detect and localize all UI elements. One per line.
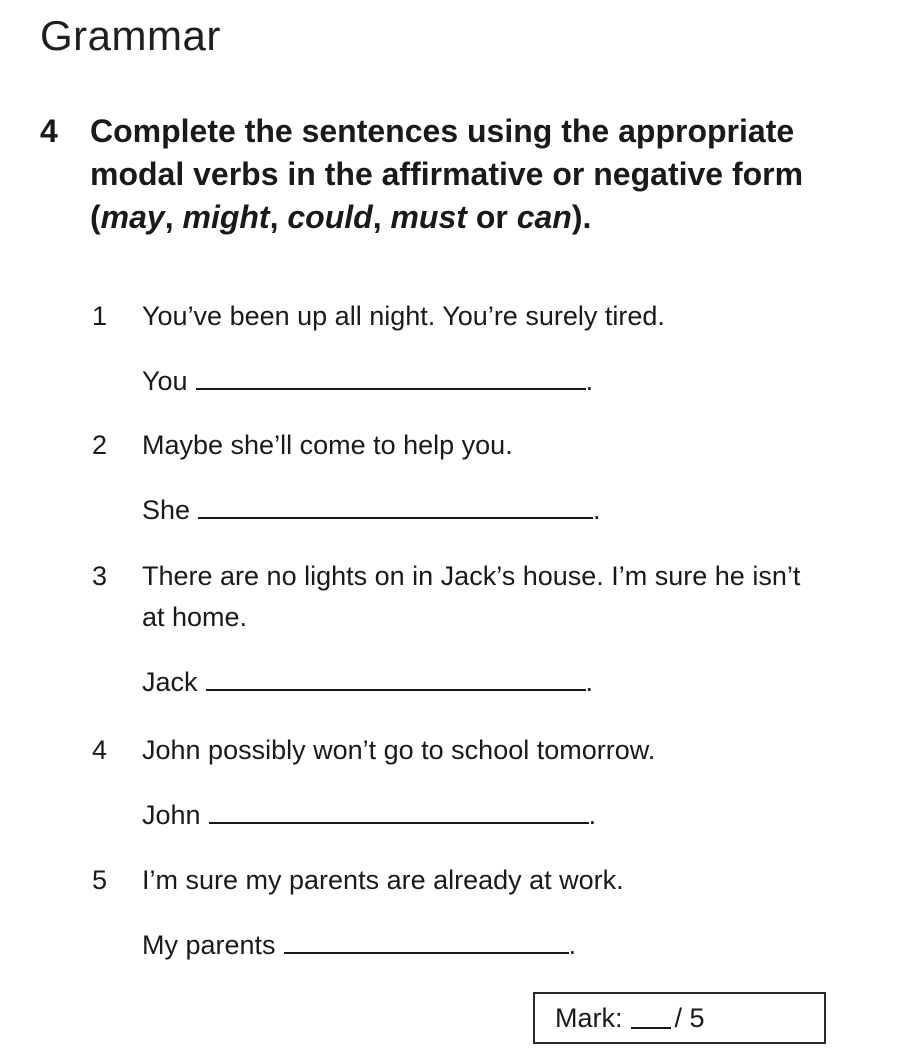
item-body (142, 556, 802, 703)
exercise-instruction (90, 110, 835, 239)
answer-period: . (585, 667, 594, 697)
answer-period: . (588, 800, 597, 830)
item-body (142, 860, 842, 966)
modal-must: must (390, 199, 467, 235)
modal-could: could (287, 199, 373, 235)
instruction-end: ). (571, 199, 592, 235)
mark-label: Mark: (555, 1002, 623, 1033)
modal-can: can (516, 199, 572, 235)
item-body (142, 730, 842, 836)
instruction-separator: , (164, 199, 183, 235)
modal-may: may (100, 199, 165, 235)
mark-blank[interactable] (631, 1007, 671, 1029)
exercise-number: 4 (40, 113, 58, 149)
item-prompt: There are no lights on in Jack’s house. I’m sure he isn’t at home. (142, 561, 801, 632)
instruction-separator: , (372, 199, 391, 235)
item-body (142, 425, 842, 531)
modal-might: might (182, 199, 270, 235)
answer-line (142, 795, 842, 836)
answer-blank[interactable] (284, 930, 569, 954)
answer-line (142, 361, 842, 402)
exercise-item (92, 730, 842, 836)
exercise-header (40, 110, 860, 239)
answer-blank[interactable] (206, 667, 586, 691)
answer-blank[interactable] (198, 495, 593, 519)
answer-period: . (593, 495, 601, 525)
answer-period: . (568, 930, 577, 960)
answer-line (142, 490, 842, 531)
mark-box (533, 992, 826, 1044)
item-prompt: I’m sure my parents are already at work. (142, 865, 624, 895)
item-number: 2 (92, 430, 108, 460)
exercise (40, 110, 860, 239)
section-title: Grammar (40, 12, 221, 59)
answer-blank[interactable] (209, 800, 589, 824)
answer-starter: Jack (142, 667, 198, 697)
item-number: 4 (92, 735, 108, 765)
item-number: 3 (92, 561, 108, 591)
mark-total: / 5 (674, 1002, 705, 1033)
item-prompt: John possibly won’t go to school tomorrow. (142, 735, 656, 765)
answer-starter: She (142, 495, 191, 525)
instruction-separator: , (269, 199, 288, 235)
answer-starter: You (142, 366, 188, 396)
exercise-item (92, 860, 842, 966)
item-body (142, 296, 842, 402)
exercise-item (92, 556, 802, 703)
answer-line (142, 662, 802, 703)
item-number: 5 (92, 865, 108, 895)
answer-period: . (585, 366, 594, 396)
answer-starter: John (142, 800, 201, 830)
item-prompt: You’ve been up all night. You’re surely tired. (142, 301, 665, 331)
item-prompt: Maybe she’ll come to help you. (142, 430, 513, 460)
exercise-item (92, 296, 842, 402)
exercise-item (92, 425, 842, 531)
answer-starter: My parents (142, 930, 276, 960)
answer-line (142, 925, 842, 966)
answer-blank[interactable] (196, 366, 586, 390)
item-number: 1 (92, 301, 108, 331)
instruction-text: Complete the sentences using the appropriate modal verbs in the affirmative or negative form ( (90, 113, 804, 235)
instruction-or: or (466, 199, 517, 235)
